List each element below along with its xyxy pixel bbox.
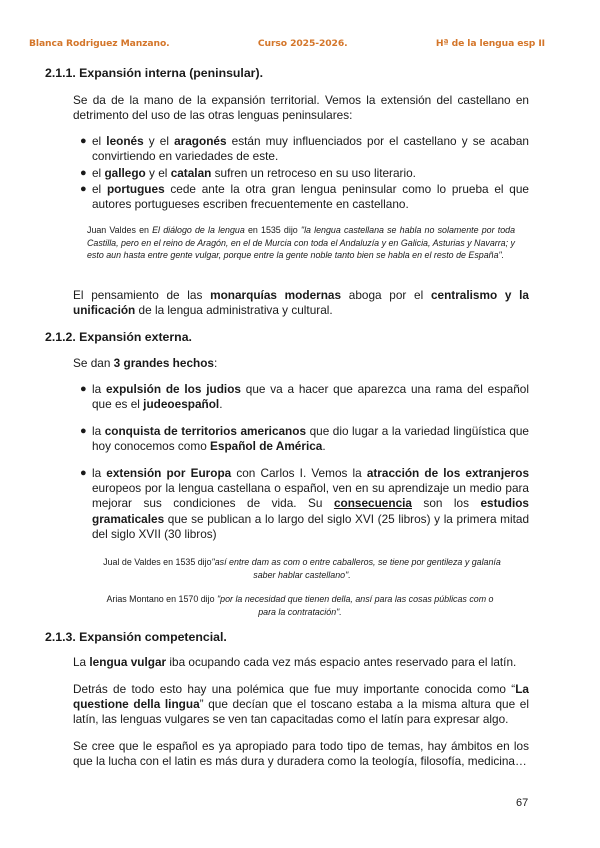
- paragraph-espanol-apropiado: Se cree que le español es ya apropiado para todo tipo de temas, hay ámbitos en los que la lucha con el latin es más dura y duradera como la teología, filosofía, medicina…: [73, 739, 529, 769]
- page-header: [29, 38, 545, 49]
- section-heading-2-1-2: 2.1.2. Expansión externa.: [45, 330, 192, 344]
- paragraph-intro-2-1-1: Se da de la mano de la expansión territorial. Vemos la extensión del castellano en detrimento del uso de las otras lenguas peninsulares:: [73, 93, 529, 123]
- bullet-icon: ●: [80, 467, 87, 479]
- header-subject: Hª de la lengua esp II: [435, 38, 545, 49]
- quote-juan-valdes: Juan Valdes en El diálogo de la lengua en 1535 dijo "la lengua castellana se habla no solamente por toda Castilla, pero en el reino de Aragón, en el de Murcia con toda el Andaluzía y en Galicia, Asturias y Navarra; y esto aun hasta entre gente vulgar, porque entre la gente noble tanto bien se habla en el resto de España".: [87, 225, 515, 261]
- list-item-portugues: ● el portugues cede ante la otra gran lengua peninsular como lo prueba el que autores portugueses escriben frecuentemente en castellano.: [80, 182, 529, 212]
- list-item-extension-europa: ● la extensión por Europa con Carlos I. Vemos la atracción de los extranjeros europeos por la lengua castellana o español, ven en su aprendizaje un medio para mejorar sus condiciones de vida. Su consecuencia son los estudios gramaticales que se publican a lo largo del siglo XVI (25 libros) y la primera mitad del siglo XVII (30 libros): [80, 466, 530, 541]
- bullet-icon: ●: [80, 167, 87, 179]
- paragraph-questione-lingua: Detrás de todo esto hay una polémica que fue muy importante conocida como “La questione della lingua” que decían que el toscano estaba a la misma altura que el latín, las lenguas vulgares se ven tan capacitadas como el latín para expresar algo.: [73, 682, 529, 727]
- paragraph-lengua-vulgar: La lengua vulgar iba ocupando cada vez más espacio antes reservado para el latín.: [73, 655, 517, 669]
- bullet-icon: ●: [80, 135, 87, 147]
- section-heading-2-1-3: 2.1.3. Expansión competencial.: [45, 630, 227, 644]
- bullet-icon: ●: [80, 383, 87, 395]
- paragraph-monarquias: El pensamiento de las monarquías modernas aboga por el centralismo y la unificación de la lengua administrativa y cultural.: [73, 288, 529, 318]
- bullet-icon: ●: [80, 183, 87, 195]
- page-number: 67: [516, 797, 529, 809]
- quote-jual-valdes: Jual de Valdes en 1535 dijo"así entre dam as com o entre caballeros, se tiene por gentileza y galanía saber hablar castellano".: [103, 557, 501, 580]
- header-course: Curso 2025-2026.: [257, 38, 348, 49]
- section-heading-2-1-1: 2.1.1. Expansión interna (peninsular).: [45, 66, 263, 80]
- list-item-gallego-catalan: ● el gallego y el catalan sufren un retroceso en su uso literario.: [80, 166, 416, 180]
- list-item-expulsion-judios: ● la expulsión de los judios que va a hacer que aparezca una rama del español que es el judeoespañol.: [80, 382, 529, 412]
- quote-arias-montano: Arias Montano en 1570 dijo "por la necesidad que tienen della, ansí para las cosas públicas com o para la contratación".: [106, 594, 494, 617]
- bullet-icon: ●: [80, 425, 87, 437]
- list-item-conquista-americana: ● la conquista de territorios americanos que dio lugar a la variedad lingüística que hoy conocemos como Español de América.: [80, 424, 529, 454]
- header-author: Blanca Rodriguez Manzano.: [29, 38, 170, 49]
- list-item-leones-aragones: ● el leonés y el aragonés están muy influenciados por el castellano y se acaban convirtiendo en variedades de este.: [80, 134, 529, 164]
- paragraph-intro-2-1-2: Se dan 3 grandes hechos:: [73, 356, 218, 370]
